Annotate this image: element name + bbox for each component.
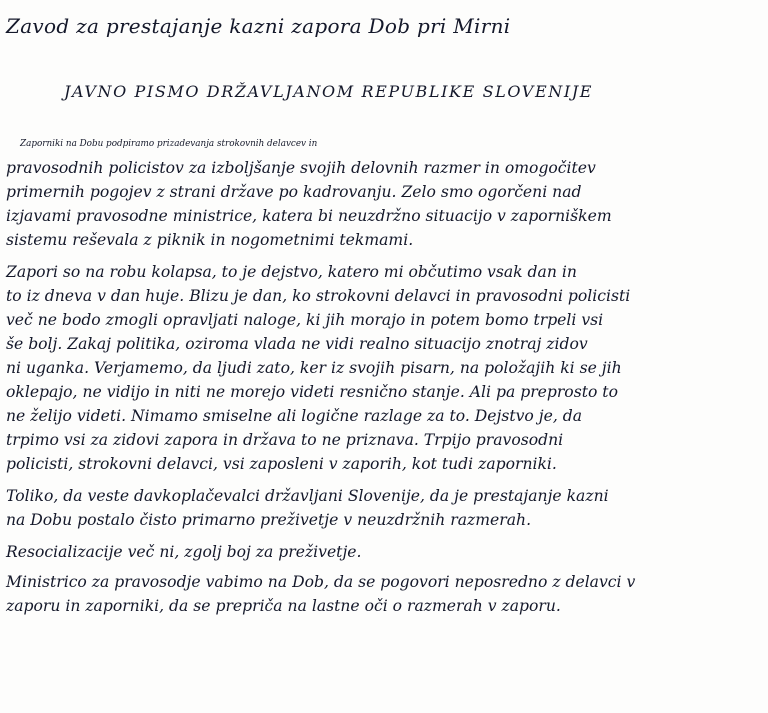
text-line: ni uganka. Verjamemo, da ljudi zato, ker iz svojih pisarn, na položajih ki se jih: [6, 359, 622, 377]
text-line: več ne bodo zmogli opravljati naloge, ki jih morajo in potem bomo trpeli vsi: [6, 311, 604, 329]
text-line: sistemu reševala z piknik in nogometnimi tekmami.: [6, 231, 414, 249]
text-line: na Dobu postalo čisto primarno preživetje v neuzdržnih razmerah.: [6, 511, 532, 529]
text-line: Resocializacije več ni, zgolj boj za preživetje.: [6, 543, 362, 561]
text-line: ne želijo videti. Nimamo smiselne ali logične razlage za to. Dejstvo je, da: [6, 407, 583, 425]
letter-body: [6, 132, 762, 618]
text-line: Zapori so na robu kolapsa, to je dejstvo, katero mi občutimo vsak dan in: [6, 263, 577, 281]
text-line: policisti, strokovni delavci, vsi zaposleni v zaporih, kot tudi zaporniki.: [6, 455, 557, 473]
text-line: primernih pogojev z strani države po kadrovanju. Zelo smo ogorčeni nad: [6, 183, 582, 201]
text-line: izjavami pravosodne ministrice, katera bi neuzdržno situacijo v zaporniškem: [6, 207, 612, 225]
text-line: to iz dneva v dan huje. Blizu je dan, ko strokovni delavci in pravosodni policisti: [6, 287, 631, 305]
text-line: Zaporniki na Dobu podpiramo prizadevanja strokovnih delavcev in: [20, 139, 318, 149]
letter-title: JAVNO PISMO DRŽAVLJANOM REPUBLIKE SLOVENIJE: [64, 82, 594, 101]
text-line: Ministrico za pravosodje vabimo na Dob, da se pogovori neposredno z delavci v: [6, 573, 636, 591]
text-line: še bolj. Zakaj politika, oziroma vlada ne vidi realno situacijo znotraj zidov: [6, 335, 588, 353]
institution-header: Zavod za prestajanje kazni zapora Dob pri Mirni: [6, 14, 511, 38]
text-line: trpimo vsi za zidovi zapora in država to ne priznava. Trpijo pravosodni: [6, 431, 564, 449]
text-line: Toliko, da veste davkoplačevalci državljani Slovenije, da je prestajanje kazni: [6, 487, 609, 505]
text-line: zaporu in zaporniki, da se prepriča na lastne oči o razmerah v zaporu.: [6, 597, 561, 615]
text-line: pravosodnih policistov za izboljšanje svojih delovnih razmer in omogočitev: [6, 159, 596, 177]
text-line: oklepajo, ne vidijo in niti ne morejo videti resnično stanje. Ali pa preprosto to: [6, 383, 618, 401]
